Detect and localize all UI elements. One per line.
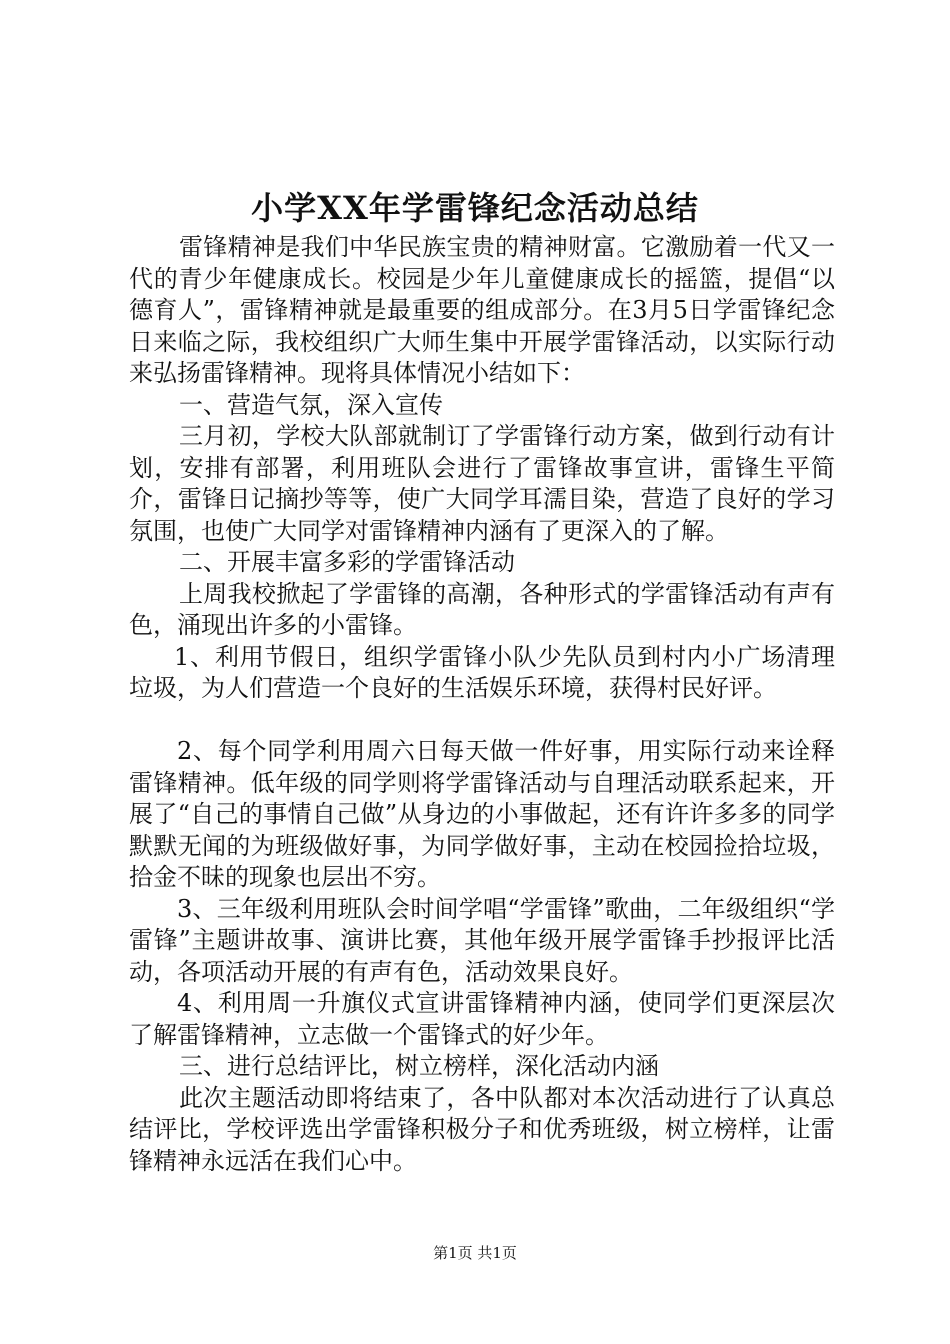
section-heading-1: 一、营造气氛，深入宣传 xyxy=(179,390,443,419)
section-heading-3: 三、进行总结评比，树立榜样，深化活动内涵 xyxy=(179,1052,659,1080)
blank-line xyxy=(129,705,835,737)
list-item-4: 4、利用周一升旗仪式宣讲雷锋精神内涵，使同学们更深层次了解雷锋精神，立志做一个雷锋式的好少年。 xyxy=(129,989,835,1049)
section-heading-2: 二、开展丰富多彩的学雷锋活动 xyxy=(179,548,515,576)
document-title: 小学XX年学雷锋纪念活动总结 xyxy=(251,189,699,227)
document-body xyxy=(129,232,835,1177)
paragraph-section-1: 三月初，学校大队部就制订了学雷锋行动方案，做到行动有计划，安排有部署，利用班队会进行了雷锋故事宣讲，雷锋生平简介，雷锋日记摘抄等等，使广大同学耳濡目染，营造了良好的学习氛围，也使广大同学对雷锋精神内涵有了更深入的了解。 xyxy=(129,422,835,545)
page-footer: 第1页 共1页 xyxy=(433,1244,517,1262)
list-item-3: 3、三年级利用班队会时间学唱“学雷锋”歌曲，二年级组织“学雷锋”主题讲故事、演讲比赛，其他年级开展学雷锋手抄报评比活动，各项活动开展的有声有色，活动效果良好。 xyxy=(129,894,835,986)
list-item-1: 1、利用节假日，组织学雷锋小队少先队员到村内小广场清理垃圾，为人们营造一个良好的生活娱乐环境，获得村民好评。 xyxy=(129,642,835,702)
paragraph-section-2: 上周我校掀起了学雷锋的高潮，各种形式的学雷锋活动有声有色，涌现出许多的小雷锋。 xyxy=(129,579,835,639)
list-item-2: 2、每个同学利用周六日每天做一件好事，用实际行动来诠释雷锋精神。低年级的同学则将学雷锋活动与自理活动联系起来，开展了“自己的事情自己做”从身边的小事做起，还有许许多多的同学默默无闻的为班级做好事，为同学做好事，主动在校园捡拾垃圾，拾金不昧的现象也层出不穷。 xyxy=(129,737,835,891)
paragraph-intro: 雷锋精神是我们中华民族宝贵的精神财富。它激励着一代又一代的青少年健康成长。校园是少年儿童健康成长的摇篮，提倡“以德育人”，雷锋精神就是最重要的组成部分。在3月5日学雷锋纪念日来临之际，我校组织广大师生集中开展学雷锋活动，以实际行动来弘扬雷锋精神。现将具体情况小结如下： xyxy=(129,233,835,387)
paragraph-section-3: 此次主题活动即将结束了，各中队都对本次活动进行了认真总结评比，学校评选出学雷锋积极分子和优秀班级，树立榜样，让雷锋精神永远活在我们心中。 xyxy=(129,1083,835,1175)
